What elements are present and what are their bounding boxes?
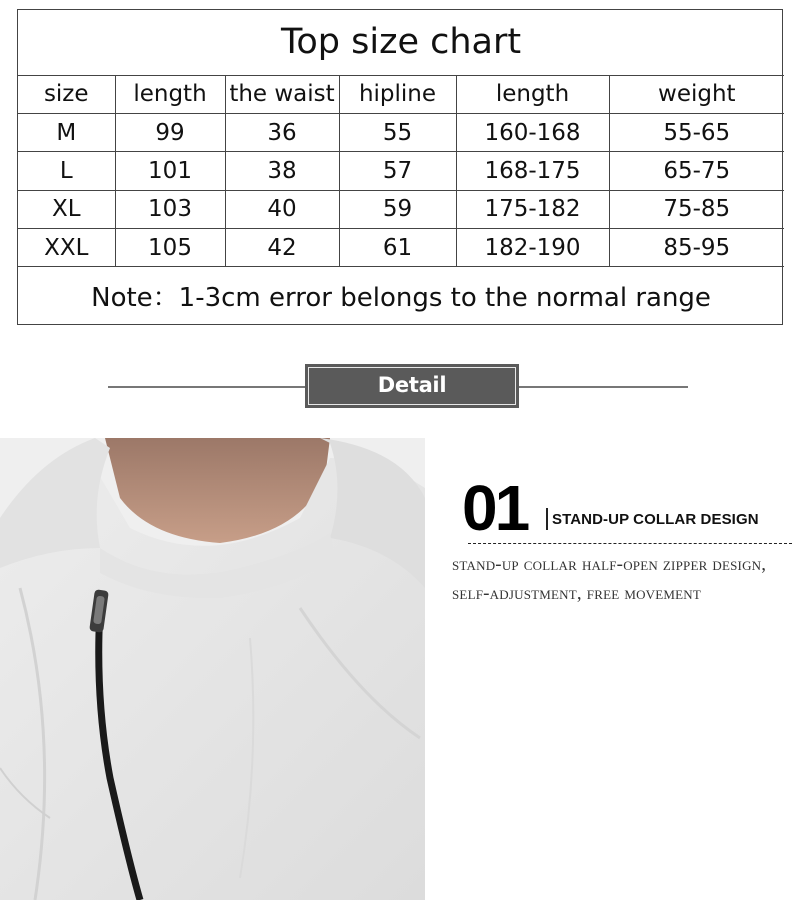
banner-divider-left (108, 386, 305, 388)
size-chart-note: Note：1-3cm error belongs to the normal range (18, 267, 784, 324)
feature-title: STAND-UP COLLAR DESIGN (552, 511, 759, 528)
hoodie-collar-zipper-photo (0, 438, 425, 900)
size-chart (17, 9, 783, 325)
header-cell: length (456, 75, 609, 113)
feature-number: 01 (462, 472, 528, 544)
table-cell: 42 (225, 229, 339, 267)
table-row (18, 229, 784, 267)
section-banner (305, 364, 519, 432)
table-cell: M (18, 113, 115, 151)
table-cell: 101 (115, 152, 225, 190)
size-chart-title: Top size chart (18, 10, 784, 75)
table-cell: 40 (225, 190, 339, 228)
product-photo (0, 438, 425, 900)
header-cell: size (18, 75, 115, 113)
table-cell: XL (18, 190, 115, 228)
table-cell: 38 (225, 152, 339, 190)
table-cell: 85-95 (609, 229, 784, 267)
header-cell: hipline (339, 75, 456, 113)
size-chart-table (18, 10, 784, 324)
table-row (18, 190, 784, 228)
banner-divider-right (519, 386, 688, 388)
feature-description: stand-up collar half-open zipper design, self-adjustment, free movement (452, 554, 767, 604)
size-chart-header-row (18, 75, 784, 113)
table-cell: 182-190 (456, 229, 609, 267)
table-cell: XXL (18, 229, 115, 267)
table-cell: 99 (115, 113, 225, 151)
table-cell: 105 (115, 229, 225, 267)
table-cell: 57 (339, 152, 456, 190)
table-row (18, 113, 784, 151)
table-cell: 65-75 (609, 152, 784, 190)
table-row (18, 152, 784, 190)
header-cell: weight (609, 75, 784, 113)
table-cell: 160-168 (456, 113, 609, 151)
header-cell: the waist (225, 75, 339, 113)
table-cell: L (18, 152, 115, 190)
table-cell: 175-182 (456, 190, 609, 228)
section-banner-label: Detail presentation (308, 367, 516, 405)
table-cell: 55-65 (609, 113, 784, 151)
table-cell: 61 (339, 229, 456, 267)
feature-divider (546, 508, 548, 530)
table-cell: 168-175 (456, 152, 609, 190)
header-cell: length (115, 75, 225, 113)
table-cell: 59 (339, 190, 456, 228)
table-cell: 36 (225, 113, 339, 151)
table-cell: 55 (339, 113, 456, 151)
feature-dashed-rule (468, 543, 792, 544)
table-cell: 75-85 (609, 190, 784, 228)
table-cell: 103 (115, 190, 225, 228)
